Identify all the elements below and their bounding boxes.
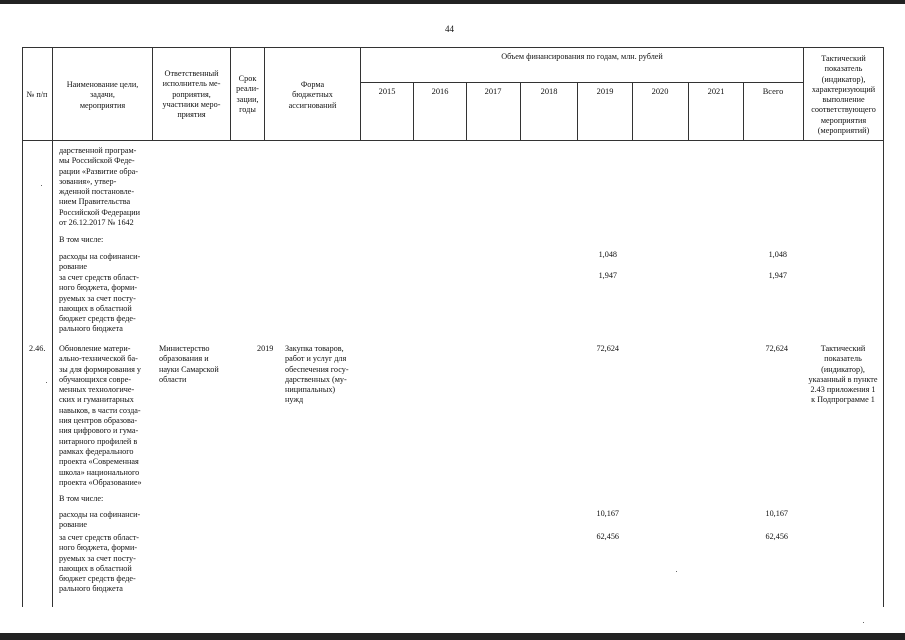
col-sep-2015 [413,82,414,140]
header-year-2020: 2020 [651,87,669,96]
header-form: Форма бюджетных ассигнований [288,80,337,110]
header-term: Срок реали- зации, годы [236,74,259,114]
row-cofin-1-total: 1,048 [768,250,787,259]
row-item-form: Закупка товаров, работ и услуг для обеспечения госу- дарственных (му- ниципальных) нужд [285,344,349,405]
years-row-border [360,82,803,83]
row-item-term: 2019 [257,344,274,353]
header-year-total: Всего [762,87,784,96]
header-name: Наименование цели, задачи, мероприятия [66,80,139,110]
row-reg-1-total: 1,947 [768,271,787,280]
col-sep-2019 [632,82,633,140]
header-year-2016: 2016 [431,87,449,96]
scan-border-bottom [0,633,905,640]
row-item-2019: 72,624 [596,344,619,353]
header-executor: Ответственный исполнитель ме- роприятия, участники меро- приятия [162,69,221,120]
row-item-num: 2.46. [29,344,46,353]
row-item-executor: Министерство образования и науки Самарской области [159,344,219,384]
header-year-2017: 2017 [484,87,502,96]
header-year-2018: 2018 [540,87,558,96]
page-number: 44 [445,24,454,34]
header-year-2019: 2019 [596,87,614,96]
row-cofin-2-2019: 10,167 [596,509,619,518]
row-incl-1: В том числе: [59,235,104,244]
header-indicator: Тактический показатель (индикатор), характеризующий выполнение соответствующего мероприятия (мероприятий) [811,54,876,136]
row-reg-2-total: 62,456 [765,532,788,541]
header-num: № п/п [26,90,48,99]
scan-speck [676,571,677,572]
header-year-2015: 2015 [378,87,396,96]
row-cont-name: дарственной програм- мы Российской Феде- рации «Развитие обра- зования», утвер- жденной постановле- нием Правительства Российской Федерации от 26.12.2017 № 1642 [59,146,141,228]
scan-speck [46,382,47,383]
scan-speck [41,185,42,186]
col-sep-2016 [466,82,467,140]
row-cofin-1-2019: 1,048 [598,250,617,259]
scan-border-top [0,0,905,4]
row-cofin-1-name: расходы на софинанси- рование [59,252,141,272]
row-reg-1-name: за счет средств област- ного бюджета, форми- руемых за счет посту- пающих в областной бюджет средств феде- рального бюджета [59,273,140,334]
row-item-indicator: Тактический показатель (индикатор), указанный в пункте 2.43 приложения 1 к Подпрограмме 1 [808,344,878,405]
col-sep-num [52,47,53,607]
col-sep-2017 [520,82,521,140]
row-reg-2-name: за счет средств област- ного бюджета, форми- руемых за счет посту- пающих в областной бюджет средств феде- рального бюджета [59,533,140,594]
row-item-total: 72,624 [765,344,788,353]
table-left-border [22,47,23,607]
col-sep-2018 [577,82,578,140]
row-cofin-2-name: расходы на софинанси- рование [59,510,141,530]
row-incl-2: В том числе: [59,494,104,503]
header-funding: Объем финансирования по годам, млн. рублей [501,52,663,61]
header-bottom-border [22,140,883,141]
col-sep-2020 [688,82,689,140]
col-sep-2021 [743,82,744,140]
table-right-border [883,47,884,607]
row-reg-1-2019: 1,947 [598,271,617,280]
scan-speck [863,622,864,623]
header-year-2021: 2021 [707,87,725,96]
row-cofin-2-total: 10,167 [765,509,788,518]
row-reg-2-2019: 62,456 [596,532,619,541]
row-item-name: Обновление матери- ально-технической ба- зы для формирования у обучающихся совре- менных технологиче- ских и гуманитарных навыков, в части созда- ния центров образова- ния цифрового и гума- нитарного профилей в рамках федерального проекта «Современная школа» национального проекта «Образование» [59,344,142,487]
